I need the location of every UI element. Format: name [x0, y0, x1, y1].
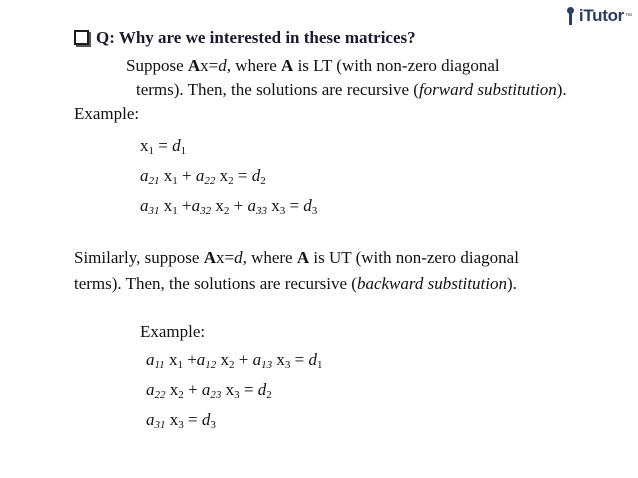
lt-equation-2: $a_{21}$ $x_1 + a_{22}$ $x_2 = d_2$ [140, 166, 266, 187]
ut-equation-1: $a_{11}$ $x_1 +a_{12}$ $x_2 + a_{13}$ $x_3 = d_1$ [146, 350, 323, 371]
lt-equation-3: $a_{31}$ $x_1 +a_{32}$ $x_2 + a_{33}$ $x_3 = d_3$ [140, 196, 318, 217]
brand-logo [564, 4, 632, 28]
checkbox-bullet-icon [74, 30, 89, 45]
ut-equation-2: $a_{22}$ $x_2 + a_{23}$ $x_3 = d_2$ [146, 380, 272, 401]
question-heading: Q: Why are we interested in these matrices? [96, 28, 416, 47]
itutor-logo-icon [564, 7, 578, 25]
ut-statement-line2: terms). Then, the solutions are recursive (backward substitution). [74, 274, 517, 293]
lt-statement-line1: Suppose Ax=d, where A is LT (with non-zero diagonal [126, 56, 500, 75]
example-label: Example: [74, 104, 140, 123]
ut-statement-line1: Similarly, suppose Ax=d, where A is UT (with non-zero diagonal [74, 248, 519, 267]
lt-equation-1: $x_1 = d_1$ [140, 136, 187, 157]
brand-name: iTutor [578, 6, 624, 25]
lt-statement-line2: terms). Then, the solutions are recursive (forward substitution). [136, 80, 567, 99]
ut-equation-3: $a_{31}$ $x_3 = d_3$ [146, 410, 216, 431]
brand-trademark: ™ [625, 12, 632, 20]
example-label-2: Example: [140, 322, 206, 341]
